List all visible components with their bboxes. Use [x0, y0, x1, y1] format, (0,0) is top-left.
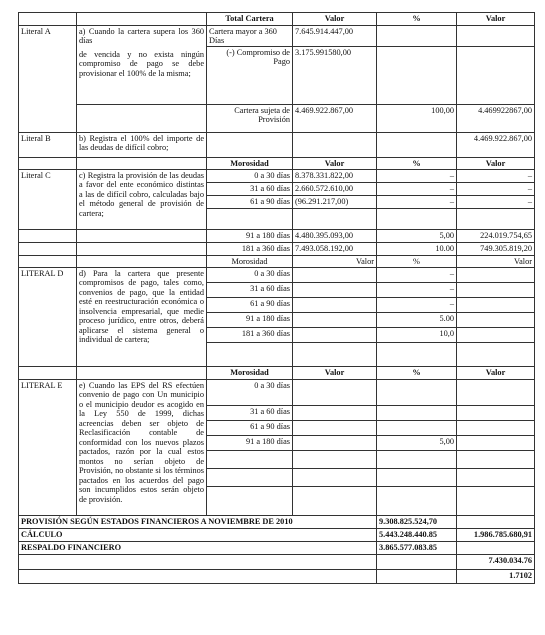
literal-c-row-3: [19, 230, 535, 243]
literal-e-label: LITERAL E: [19, 380, 77, 516]
table-header-row: [19, 13, 535, 26]
literal-c-percent: 5,00: [377, 230, 457, 243]
literal-d-range: 91 a 180 días: [207, 313, 293, 328]
literal-d-percent: 10,0: [377, 328, 457, 343]
literal-e-header-valor-result: Valor: [457, 367, 535, 380]
literal-c-value: 2.660.572.610,00: [293, 183, 377, 196]
final-row-1: [19, 555, 535, 570]
provision-total-label: PROVISIÓN SEGÚN ESTADOS FINANCIEROS A NOVIEMBRE DE 2010: [19, 516, 377, 529]
literal-d-percent: –: [377, 283, 457, 298]
literal-b-result: 4.469.922.867,00: [457, 133, 535, 158]
literal-b-label: Literal B: [19, 133, 77, 158]
literal-e-header-morosidad: Morosidad: [207, 367, 293, 380]
provision-total-value: 9.308.825.524,70: [377, 516, 457, 529]
literal-e-percent: [377, 421, 457, 436]
literal-c-range: 61 a 90 días: [207, 196, 293, 209]
header-valor-result: Valor: [457, 13, 535, 26]
respaldo-label: RESPALDO FINANCIERO: [19, 542, 377, 555]
literal-a-desc-1: a) Cuando la cartera supera los 360 días: [79, 26, 204, 46]
literal-a-subject-label: Cartera sujeta de Provisión: [207, 105, 293, 133]
calculo-value: 5.443.248.440.85: [377, 529, 457, 542]
literal-d-percent: –: [377, 298, 457, 313]
literal-e-row-0: [19, 380, 535, 406]
literal-c-header-row: [19, 158, 535, 170]
literal-d-label: LITERAL D: [19, 268, 77, 367]
literal-d-header-valor-result: Valor: [457, 256, 535, 268]
literal-e-header-row: [19, 367, 535, 380]
literal-c-row-4: [19, 243, 535, 256]
header-percent: %: [377, 13, 457, 26]
literal-c-percent: –: [377, 183, 457, 196]
final-row-2: [19, 570, 535, 584]
literal-a-description: [77, 26, 207, 105]
literal-d-header-percent: %: [377, 256, 457, 268]
literal-c-range: 91 a 180 días: [207, 230, 293, 243]
literal-d-range: 61 a 90 días: [207, 298, 293, 313]
literal-c-header-percent: %: [377, 158, 457, 170]
literal-d-row-0: [19, 268, 535, 283]
literal-d-range: 31 a 60 días: [207, 283, 293, 298]
literal-c-value: 7.493.058.192,00: [293, 243, 377, 256]
literal-a-subject-percent: 100,00: [377, 105, 457, 133]
literal-a-desc-2: de vencida y no exista ningún compromiso de pago se debe provisionar el 100% de la misma;: [79, 49, 204, 78]
provision-total-row: [19, 516, 535, 529]
literal-a-row-1: [19, 26, 535, 47]
literal-c-percent: –: [377, 196, 457, 209]
calculo-result: 1.986.785.680,91: [457, 529, 535, 542]
literal-c-result: 224.019.754,65: [457, 230, 535, 243]
literal-e-percent: [377, 380, 457, 406]
final-value-2: 1.7102: [457, 570, 535, 584]
literal-a-item-value: 3.175.991580,00: [293, 47, 377, 105]
calculo-label: CÁLCULO: [19, 529, 377, 542]
literal-c-row-0: [19, 170, 535, 183]
literal-a-item-label: (-) Compromiso de Pago: [207, 47, 293, 105]
literal-a-label: Literal A: [19, 26, 77, 133]
literal-c-description: c) Registra la provisión de las deudas a favor del ente económico distintas a las de difícil cobro, calculadas bajo el método general de provisión de cartera;: [77, 170, 207, 230]
literal-e-header-valor: Valor: [293, 367, 377, 380]
literal-c-result: –: [457, 183, 535, 196]
literal-c-percent: 10.00: [377, 243, 457, 256]
literal-d-percent: –: [377, 268, 457, 283]
provision-table: [18, 12, 535, 584]
literal-d-range: 0 a 30 días: [207, 268, 293, 283]
literal-a-item-value: 7.645.914.447,00: [293, 26, 377, 47]
literal-c-value: 8.378.331.822,00: [293, 170, 377, 183]
literal-c-range: 181 a 360 días: [207, 243, 293, 256]
literal-c-range: 31 a 60 días: [207, 183, 293, 196]
final-value-1: 7.430.034.76: [457, 555, 535, 570]
literal-e-percent: [377, 406, 457, 421]
header-total-cartera: Total Cartera: [207, 13, 293, 26]
respaldo-value: 3.865.577.083.85: [377, 542, 457, 555]
literal-e-range: 31 a 60 días: [207, 406, 293, 421]
literal-e-header-percent: %: [377, 367, 457, 380]
literal-d-header-valor: Valor: [293, 256, 377, 268]
literal-e-description: e) Cuando las EPS del RS efectúen convenio de pago con Un municipio o el municipio deudor es acogido en la Ley 550 de 1999, dichas acreencias deben ser objeto de Reclasificación contable de conformidad con los nuevos plazos pactados, razón por la cual estos montos no serían objeto de Provisión, no obstante si los términos pactados en los acuerdos del pago son incumplidos estos serán objeto de provisión.: [77, 380, 207, 516]
literal-d-description: d) Para la cartera que presente compromisos de pago, tales como, convenios de pago, que la entidad esté en reestructuración económica o insolvencia empresarial, que medie proceso jurídico, entre otros, deberá aplicarse el sistema general o individual de cartera;: [77, 268, 207, 367]
literal-a-subject-result: 4.469922867,00: [457, 105, 535, 133]
literal-e-percent: 5,00: [377, 436, 457, 451]
literal-c-header-valor: Valor: [293, 158, 377, 170]
literal-d-range: 181 a 360 días: [207, 328, 293, 343]
respaldo-row: [19, 542, 535, 555]
literal-c-header-valor-result: Valor: [457, 158, 535, 170]
literal-c-percent: –: [377, 170, 457, 183]
literal-a-row-3: [19, 105, 535, 133]
literal-c-value: (96.291.217,00): [293, 196, 377, 209]
literal-c-header-morosidad: Morosidad: [207, 158, 293, 170]
literal-d-header-morosidad: Morosidad: [207, 256, 293, 268]
literal-c-range: 0 a 30 días: [207, 170, 293, 183]
literal-c-result: –: [457, 196, 535, 209]
literal-c-value: 4.480.395.093,00: [293, 230, 377, 243]
literal-b-row: [19, 133, 535, 158]
literal-a-subject-value: 4.469.922.867,00: [293, 105, 377, 133]
literal-d-percent: 5.00: [377, 313, 457, 328]
literal-c-result: –: [457, 170, 535, 183]
literal-c-result: 749.305.819,20: [457, 243, 535, 256]
literal-e-range: 0 a 30 días: [207, 380, 293, 406]
literal-e-range: 61 a 90 días: [207, 421, 293, 436]
literal-e-range: 91 a 180 días: [207, 436, 293, 451]
header-valor: Valor: [293, 13, 377, 26]
literal-d-header-row: [19, 256, 535, 268]
literal-b-description: b) Registra el 100% del importe de las deudas de difícil cobro;: [77, 133, 207, 158]
literal-a-item-label: Cartera mayor a 360 Días: [207, 26, 293, 47]
calculo-row: [19, 529, 535, 542]
literal-c-label: Literal C: [19, 170, 77, 230]
